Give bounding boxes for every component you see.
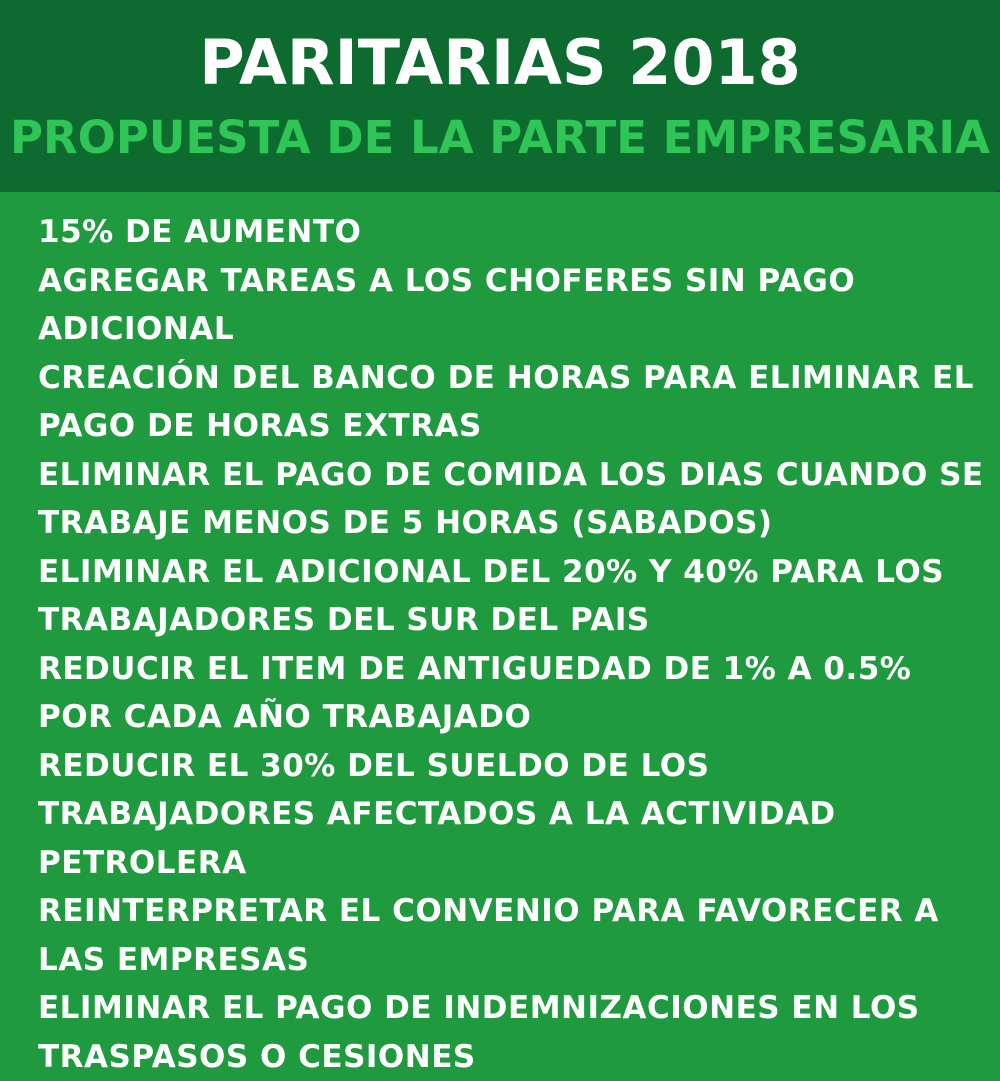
proposal-item: AGREGAR TAREAS A LOS CHOFERES SIN PAGO ADICIONAL [38,262,856,347]
proposal-item: ELIMINAR EL PAGO DE INDEMNIZACIONES EN LOS TRASPASOS O CESIONES [38,990,920,1075]
proposal-item: REDUCIR EL ITEM DE ANTIGUEDAD DE 1% A 0.5% POR CADA AÑO TRABAJADO [38,650,912,735]
page-title: PARITARIAS 2018 [199,26,801,99]
proposal-item: REDUCIR EL 30% DEL SUELDO DE LOS TRABAJADORES AFECTADOS A LA ACTIVIDAD PETROLERA [38,747,836,881]
proposal-item: REINTERPRETAR EL CONVENIO PARA FAVORECER A LAS EMPRESAS [38,893,939,978]
proposal-item: ELIMINAR EL ADICIONAL DEL 20% Y 40% PARA LOS TRABAJADORES DEL SUR DEL PAIS [38,553,945,638]
proposal-item: ELIMINAR EL PAGO DE COMIDA LOS DIAS CUANDO SE TRABAJE MENOS DE 5 HORAS (SABADOS) [38,456,984,541]
page-subtitle: PROPUESTA DE LA PARTE EMPRESARIA [10,111,990,164]
proposal-item: 15% DE AUMENTO [38,214,362,250]
proposal-item: CREACIÓN DEL BANCO DE HORAS PARA ELIMINAR EL PAGO DE HORAS EXTRAS [38,359,974,444]
proposal-list [38,208,993,1081]
